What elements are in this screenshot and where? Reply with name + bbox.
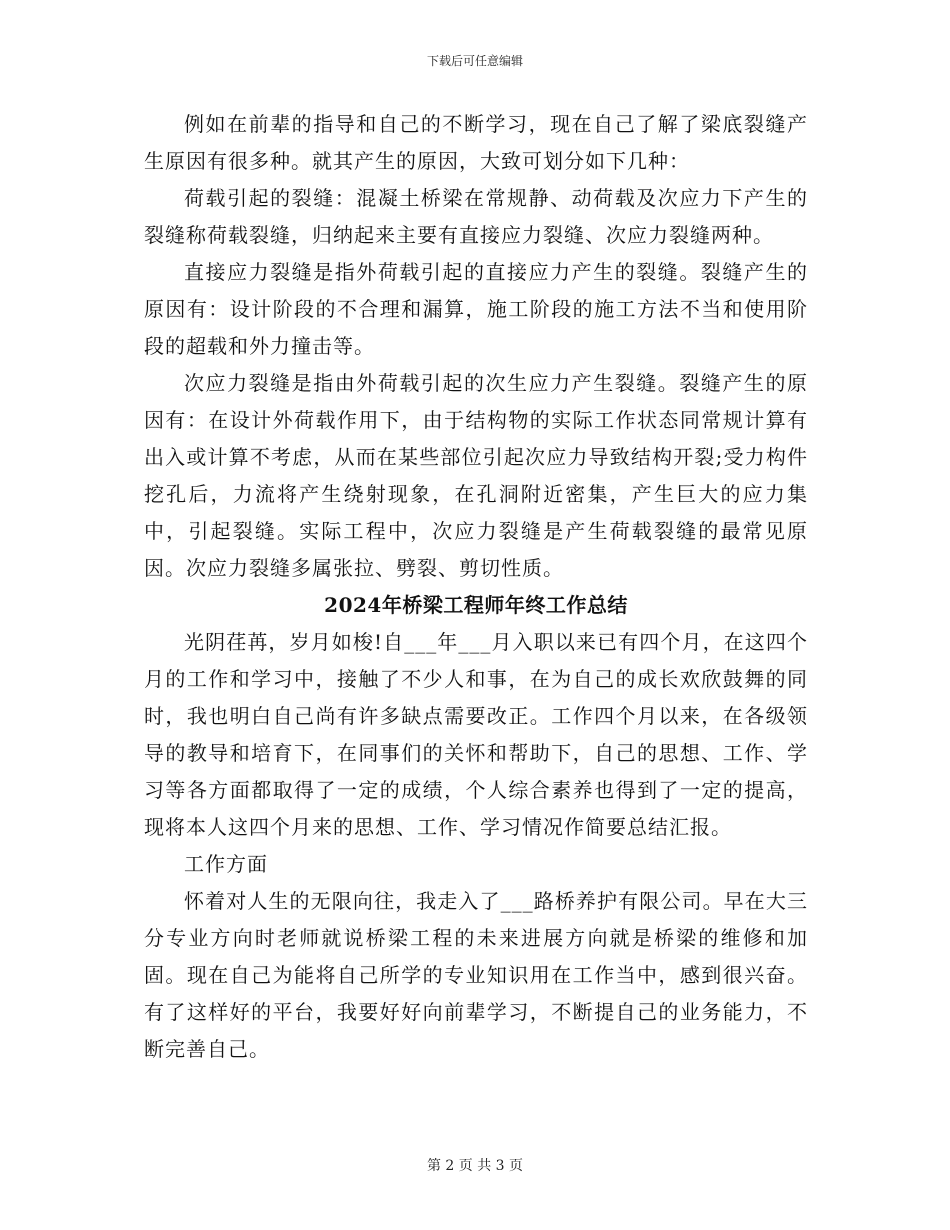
page-number: 第 2 页 共 3 页 — [426, 1158, 524, 1174]
paragraph: 怀着对人生的无限向往，我走入了___路桥养护有限公司。早在大三分专业方向时老师就说桥梁工程的未来进展方向就是桥梁的维修和加固。现在自己为能将自己所学的专业知识用在工作当中，感到很兴奋。有了这样好的平台，我要好好向前辈学习，不断提自己的业务能力，不断完善自己。 — [144, 889, 808, 1061]
subsection-heading: 工作方面 — [184, 852, 268, 876]
paragraph: 直接应力裂缝是指外荷载引起的直接应力产生的裂缝。裂缝产生的原因有：设计阶段的不合理和漏算，施工阶段的施工方法不当和使用阶段的超载和外力撞击等。 — [144, 260, 808, 358]
section-title: 2024年桥梁工程师年终工作总结 — [324, 593, 628, 617]
document-body — [144, 106, 808, 1068]
page-header-note: 下载后可任意编辑 — [426, 54, 523, 68]
paragraph: 例如在前辈的指导和自己的不断学习，现在自己了解了梁底裂缝产生原因有很多种。就其产生的原因，大致可划分如下几种： — [144, 112, 808, 173]
paragraph: 次应力裂缝是指由外荷载引起的次生应力产生裂缝。裂缝产生的原因有：在设计外荷载作用下，由于结构物的实际工作状态同常规计算有出入或计算不考虑，从而在某些部位引起次应力导致结构开裂;受力构件挖孔后，力流将产生绕射现象，在孔洞附近密集，产生巨大的应力集中，引起裂缝。实际工程中，次应力裂缝是产生荷载裂缝的最常见原因。次应力裂缝多属张拉、劈裂、剪切性质。 — [144, 371, 808, 580]
paragraph: 荷载引起的裂缝：混凝土桥梁在常规静、动荷载及次应力下产生的裂缝称荷载裂缝，归纳起来主要有直接应力裂缝、次应力裂缝两种。 — [144, 186, 808, 247]
paragraph: 光阴荏苒，岁月如梭!自___年___月入职以来已有四个月，在这四个月的工作和学习中，接触了不少人和事，在为自己的成长欢欣鼓舞的同时，我也明白自己尚有许多缺点需要改正。工作四个月以来，在各级领导的教导和培育下，在同事们的关怀和帮助下，自己的思想、工作、学习等各方面都取得了一定的成绩，个人综合素养也得到了一定的提高，现将本人这四个月来的思想、工作、学习情况作简要总结汇报。 — [144, 630, 808, 839]
